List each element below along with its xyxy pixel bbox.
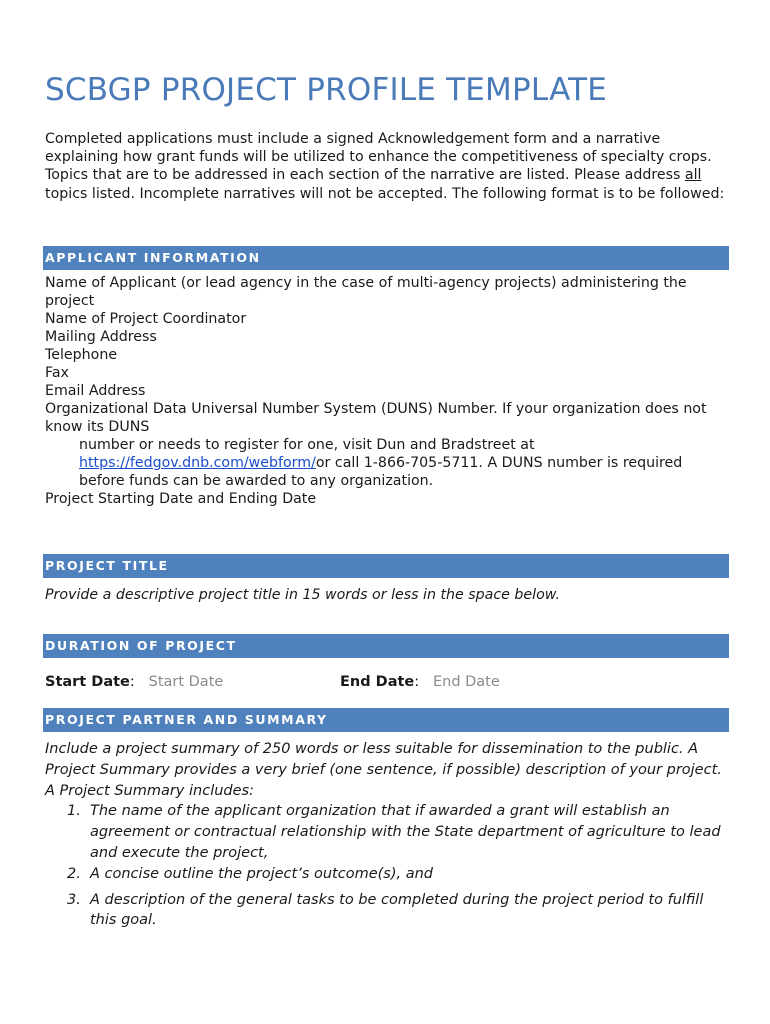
summary-list xyxy=(45,801,729,931)
end-date-field[interactable]: End Date xyxy=(432,674,500,690)
list-item-text: A concise outline the project’s outcome(s), and xyxy=(90,865,433,882)
applicant-line: Mailing Address xyxy=(45,329,157,345)
end-date-label: End Date xyxy=(340,674,415,690)
project-title-instructions: Provide a descriptive project title in 15 words or less in the space below. xyxy=(45,587,560,603)
dnb-webform-link[interactable]: https://fedgov.dnb.com/webform/ xyxy=(79,455,316,471)
applicant-line: number or needs to register for one, visit Dun and Bradstreet at xyxy=(79,437,535,453)
page-title: SCBGP PROJECT PROFILE TEMPLATE xyxy=(45,72,608,108)
intro-paragraph xyxy=(45,130,729,203)
applicant-line: Name of Applicant (or lead agency in the case of multi-agency projects) administering the project xyxy=(45,275,687,309)
section-header-partner-summary: PROJECT PARTNER AND SUMMARY xyxy=(43,708,729,732)
applicant-line: Email Address xyxy=(45,383,146,399)
intro-text-2: topics listed. Incomplete narratives will not be accepted. The following format is to be followed: xyxy=(45,185,725,202)
applicant-line: Telephone xyxy=(45,347,118,363)
list-item-text: The name of the applicant organization that if awarded a grant will establish an agreement or contractual relationship with the State department of agriculture to lead and execute the project, xyxy=(90,803,721,861)
intro-underlined-word: all xyxy=(684,167,702,184)
applicant-line: Fax xyxy=(45,365,69,381)
start-date-colon: : xyxy=(129,674,149,690)
end-date-colon: : xyxy=(414,674,433,690)
applicant-line: Name of Project Coordinator xyxy=(45,311,247,327)
duns-line xyxy=(45,454,729,490)
list-item-text: A description of the general tasks to be completed during the project period to fulfill this goal. xyxy=(90,891,704,929)
section-header-applicant: APPLICANT INFORMATION xyxy=(43,246,729,270)
section-header-project-title: PROJECT TITLE xyxy=(43,554,729,578)
end-date-group xyxy=(340,674,500,690)
list-item xyxy=(45,801,729,863)
applicant-line: Organizational Data Universal Number System (DUNS) Number. If your organization does not know its DUNS xyxy=(45,401,707,435)
applicant-info-list xyxy=(45,274,729,508)
summary-block xyxy=(45,739,729,931)
list-number: 2. xyxy=(67,865,81,882)
summary-intro: Include a project summary of 250 words or less suitable for dissemination to the public. A Project Summary provides a very brief (one sentence, if possible) description of your project. A Project Summary includes: xyxy=(45,741,722,799)
list-item xyxy=(45,864,729,885)
list-number: 3. xyxy=(67,891,81,908)
list-item xyxy=(45,890,729,932)
section-header-duration: DURATION OF PROJECT xyxy=(43,634,729,658)
applicant-line: or call 1-866-705-5711. A DUNS number is required before funds can be awarded to any organization. xyxy=(79,455,683,489)
start-date-group xyxy=(45,674,223,690)
start-date-field[interactable]: Start Date xyxy=(148,674,224,690)
applicant-line: Project Starting Date and Ending Date xyxy=(45,491,317,507)
intro-text-1: Completed applications must include a signed Acknowledgement form and a narrative explaining how grant funds will be utilized to enhance the competitiveness of specialty crops. Topics that are to be addressed in each section of the narrative are listed. Please address xyxy=(45,131,712,184)
list-number: 1. xyxy=(67,803,81,820)
start-date-label: Start Date xyxy=(45,674,130,690)
